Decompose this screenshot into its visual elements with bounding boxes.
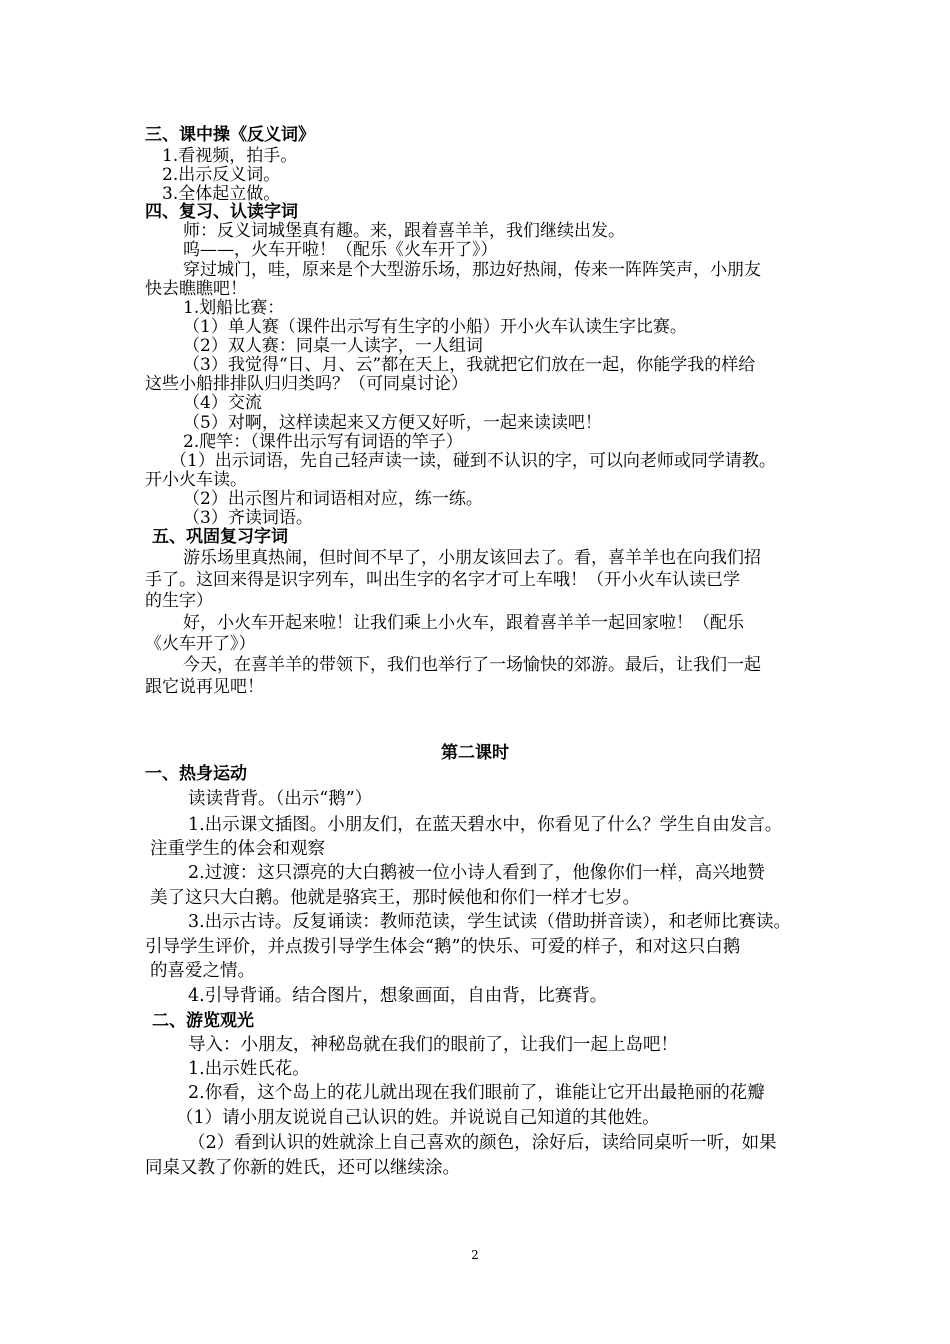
paragraph-line: （2）看到认识的姓就涂上自己喜欢的颜色，涂好后，读给同桌听一听，如果	[188, 1133, 777, 1153]
paragraph-line: （5）对啊，这样读起来又方便又好听，一起来读读吧！	[183, 413, 602, 433]
lesson-title: 第二课时	[441, 743, 509, 763]
list-item: 2.出示反义词。	[162, 165, 281, 185]
paragraph-line: 快去瞧瞧吧！	[145, 279, 247, 299]
paragraph-line: （1）单人赛（课件出示写有生字的小船）开小火车认读生字比赛。	[183, 317, 687, 337]
paragraph-line: （2）出示图片和词语相对应，练一练。	[183, 489, 483, 509]
paragraph-line: 同桌又教了你新的姓氏，还可以继续涂。	[145, 1158, 460, 1178]
paragraph-line: 1.出示课文插图。小朋友们，在蓝天碧水中，你看见了什么？学生自由发言。	[188, 815, 783, 835]
paragraph-line: 1.划船比赛：	[183, 298, 285, 318]
paragraph-line: 2.爬竿：（课件出示写有词语的竿子）	[183, 432, 463, 452]
paragraph-line: 好，小火车开起来啦！让我们乘上小火车，跟着喜羊羊一起回家啦！（配乐	[183, 613, 744, 633]
paragraph-line: 2.过渡：这只漂亮的大白鹅被一位小诗人看到了，他像你们一样，高兴地赞	[188, 863, 765, 883]
list-item: 1.看视频，拍手。	[162, 146, 298, 166]
paragraph-line: 今天，在喜羊羊的带领下，我们也举行了一场愉快的郊游。最后，让我们一起	[183, 655, 761, 675]
page-number: 2	[471, 1248, 479, 1262]
paragraph-line: 2.你看，这个岛上的花儿就出现在我们眼前了，谁能让它开出最艳丽的花瓣	[188, 1083, 765, 1103]
paragraph-line: 《火车开了》）	[145, 634, 256, 654]
paragraph-line: 4.引导背诵。结合图片，想象画面，自由背，比赛背。	[188, 986, 608, 1006]
paragraph-line: （3）我觉得“日、月、云”都在天上，我就把它们放在一起，你能学我的样给	[183, 355, 756, 375]
paragraph-line: 导入：小朋友，神秘岛就在我们的眼前了，让我们一起上岛吧！	[188, 1035, 678, 1055]
paragraph-line: 跟它说再见吧！	[145, 677, 264, 697]
paragraph-line: 这些小船排排队归归类吗？（可同桌讨论）	[145, 374, 468, 394]
section-heading: 一、热身运动	[145, 764, 247, 784]
section-heading: 五、巩固复习字词	[152, 527, 288, 547]
paragraph-line: 1.出示姓氏花。	[188, 1059, 310, 1079]
paragraph-line: （3）齐读词语。	[183, 508, 313, 528]
paragraph-line: （1）请小朋友说说自己认识的姓。并说说自己知道的其他姓。	[176, 1108, 660, 1128]
section-heading: 二、游览观光	[152, 1011, 254, 1031]
paragraph-line: 引导学生评价，并点拨引导学生体会“鹅”的快乐、可爱的样子，和对这只白鹅	[145, 937, 741, 957]
paragraph-line: 穿过城门，哇，原来是个大型游乐场，那边好热闹，传来一阵阵笑声，小朋友	[183, 260, 761, 280]
paragraph-line: 手了。这回来得是识字列车，叫出生字的名字才可上车哦！（开小火车认读已学	[145, 570, 740, 590]
paragraph-line: 的生字）	[145, 591, 213, 611]
paragraph-line: 3.出示古诗。反复诵读：教师范读，学生试读（借助拼音读），和老师比赛读。	[188, 912, 791, 932]
paragraph-line: 读读背背。（出示“鹅”）	[188, 789, 373, 809]
paragraph-line: （4）交流	[183, 393, 262, 413]
paragraph-line: 呜——，火车开啦！（配乐《火车开了》）	[183, 240, 498, 260]
paragraph-line: 游乐场里真热闹，但时间不早了，小朋友该回去了。看，喜羊羊也在向我们招	[183, 548, 761, 568]
paragraph-line: （2）双人赛：同桌一人读字，一人组词	[183, 336, 483, 356]
paragraph-line: （1）出示词语，先自己轻声读一读，碰到不认识的字，可以向老师或同学请教。	[170, 451, 776, 471]
section-heading: 四、复习、认读字词	[145, 202, 298, 222]
list-item: 3.全体起立做。	[162, 184, 281, 204]
section-heading: 三、课中操《反义词》	[145, 125, 315, 145]
paragraph-line: 美了这只大白鹅。他就是骆宾王，那时候他和你们一样才七岁。	[150, 888, 640, 908]
paragraph-line: 师：反义词城堡真有趣。来，跟着喜羊羊，我们继续出发。	[183, 221, 625, 241]
paragraph-line: 的喜爱之情。	[150, 961, 255, 981]
paragraph-line: 开小火车读。	[145, 470, 247, 490]
paragraph-line: 注重学生的体会和观察	[150, 839, 325, 859]
